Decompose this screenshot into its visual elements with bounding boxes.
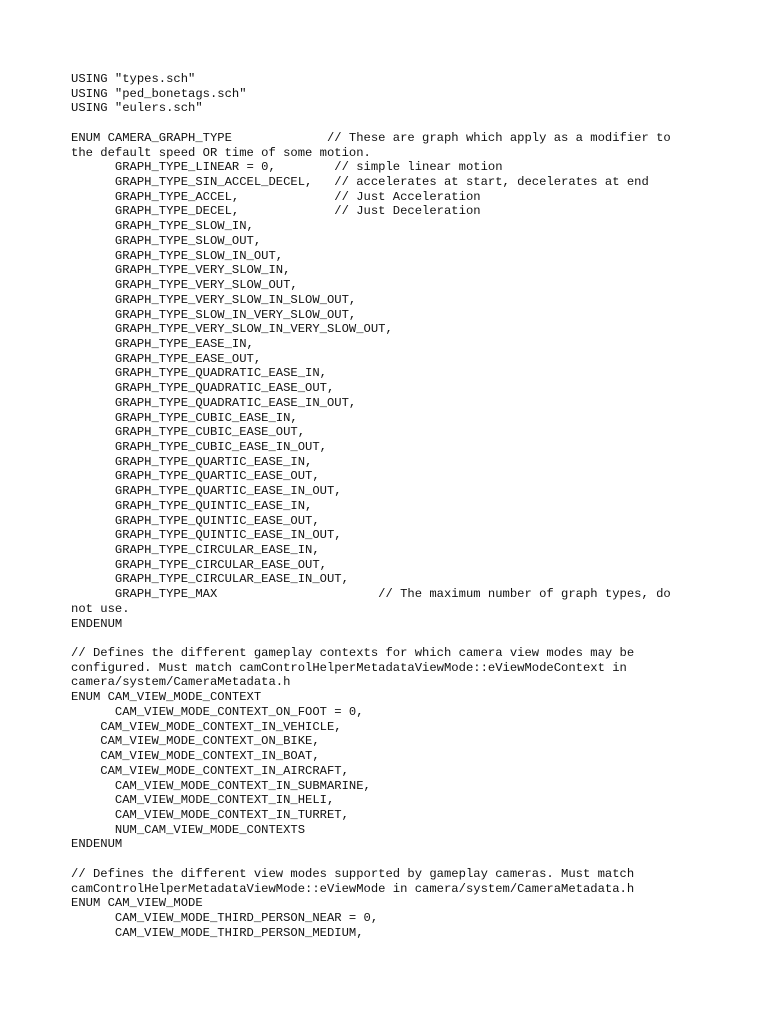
code-line: not use. <box>71 601 130 616</box>
code-line: the default speed OR time of some motion. <box>71 145 371 160</box>
code-line: GRAPH_TYPE_VERY_SLOW_IN_SLOW_OUT, <box>71 292 357 307</box>
code-line: GRAPH_TYPE_QUINTIC_EASE_IN_OUT, <box>71 528 342 543</box>
code-line: USING "eulers.sch" <box>71 101 203 116</box>
code-line: GRAPH_TYPE_CIRCULAR_EASE_IN_OUT, <box>71 572 349 587</box>
code-line: GRAPH_TYPE_CIRCULAR_EASE_IN, <box>71 543 320 557</box>
code-line: GRAPH_TYPE_QUARTIC_EASE_OUT, <box>71 469 320 484</box>
code-line: GRAPH_TYPE_QUINTIC_EASE_IN, <box>71 498 313 513</box>
code-line: GRAPH_TYPE_SLOW_IN_OUT, <box>71 248 284 263</box>
code-line: GRAPH_TYPE_SIN_ACCEL_DECEL, // accelerates at start, decelerates at end <box>71 175 649 190</box>
code-line: CAM_VIEW_MODE_CONTEXT_IN_SUBMARINE, <box>71 778 371 793</box>
code-line: ENDENUM <box>71 616 123 631</box>
code-line: GRAPH_TYPE_EASE_IN, <box>71 336 254 351</box>
code-line: GRAPH_TYPE_QUADRATIC_EASE_IN, <box>71 366 327 381</box>
code-line: GRAPH_TYPE_QUARTIC_EASE_IN_OUT, <box>71 484 342 499</box>
code-line: GRAPH_TYPE_CUBIC_EASE_IN_OUT, <box>71 439 327 454</box>
code-line: USING "types.sch" <box>71 72 196 86</box>
code-line: GRAPH_TYPE_CUBIC_EASE_IN, <box>71 410 298 425</box>
code-line: CAM_VIEW_MODE_CONTEXT_IN_BOAT, <box>71 749 320 764</box>
code-line: camControlHelperMetadataViewMode::eViewMode in camera/system/CameraMetadata.h <box>71 881 635 896</box>
code-line: CAM_VIEW_MODE_CONTEXT_ON_BIKE, <box>71 734 320 749</box>
code-line: CAM_VIEW_MODE_CONTEXT_IN_TURRET, <box>71 807 349 822</box>
code-line: GRAPH_TYPE_QUARTIC_EASE_IN, <box>71 454 313 469</box>
code-line: USING "ped_bonetags.sch" <box>71 86 247 101</box>
code-line: CAM_VIEW_MODE_CONTEXT_ON_FOOT = 0, <box>71 704 364 719</box>
code-line <box>71 852 711 867</box>
code-line: GRAPH_TYPE_DECEL, // Just Deceleration <box>71 204 481 219</box>
code-line: ENUM CAM_VIEW_MODE_CONTEXT <box>71 690 262 705</box>
code-line: GRAPH_TYPE_VERY_SLOW_IN_VERY_SLOW_OUT, <box>71 322 393 337</box>
code-line: NUM_CAM_VIEW_MODE_CONTEXTS <box>71 822 306 837</box>
code-line: GRAPH_TYPE_CIRCULAR_EASE_OUT, <box>71 557 327 572</box>
code-line: GRAPH_TYPE_VERY_SLOW_OUT, <box>71 278 298 293</box>
code-line: ENDENUM <box>71 837 123 852</box>
code-line: CAM_VIEW_MODE_CONTEXT_IN_VEHICLE, <box>71 719 342 734</box>
code-line <box>71 631 711 646</box>
code-line: GRAPH_TYPE_QUINTIC_EASE_OUT, <box>71 513 320 528</box>
code-line: CAM_VIEW_MODE_CONTEXT_IN_HELI, <box>71 793 335 808</box>
code-line: GRAPH_TYPE_SLOW_IN, <box>71 219 254 234</box>
code-line: GRAPH_TYPE_LINEAR = 0, // simple linear motion <box>71 160 503 175</box>
code-line: ENUM CAMERA_GRAPH_TYPE // These are graph which apply as a modifier to <box>71 130 671 145</box>
code-line: GRAPH_TYPE_CUBIC_EASE_OUT, <box>71 425 306 440</box>
code-line: GRAPH_TYPE_EASE_OUT, <box>71 351 262 366</box>
code-line: camera/system/CameraMetadata.h <box>71 675 291 690</box>
code-line: GRAPH_TYPE_QUADRATIC_EASE_IN_OUT, <box>71 395 357 410</box>
code-line <box>71 116 711 131</box>
code-line: CAM_VIEW_MODE_CONTEXT_IN_AIRCRAFT, <box>71 763 349 778</box>
code-line: // Defines the different view modes supported by gameplay cameras. Must match <box>71 866 635 881</box>
document-page <box>71 72 711 940</box>
code-line: ENUM CAM_VIEW_MODE <box>71 896 203 911</box>
code-line: GRAPH_TYPE_SLOW_OUT, <box>71 233 262 248</box>
code-listing <box>71 72 711 940</box>
code-line: // Defines the different gameplay contexts for which camera view modes may be <box>71 646 635 661</box>
code-line: configured. Must match camControlHelperMetadataViewMode::eViewModeContext in <box>71 660 627 675</box>
code-line: GRAPH_TYPE_SLOW_IN_VERY_SLOW_OUT, <box>71 307 357 322</box>
code-line: CAM_VIEW_MODE_THIRD_PERSON_NEAR = 0, <box>71 910 379 925</box>
code-line: CAM_VIEW_MODE_THIRD_PERSON_MEDIUM, <box>71 925 364 940</box>
code-line: GRAPH_TYPE_QUADRATIC_EASE_OUT, <box>71 381 335 396</box>
code-line: GRAPH_TYPE_VERY_SLOW_IN, <box>71 263 291 278</box>
code-line: GRAPH_TYPE_MAX // The maximum number of graph types, do <box>71 587 671 602</box>
code-line: GRAPH_TYPE_ACCEL, // Just Acceleration <box>71 189 481 204</box>
